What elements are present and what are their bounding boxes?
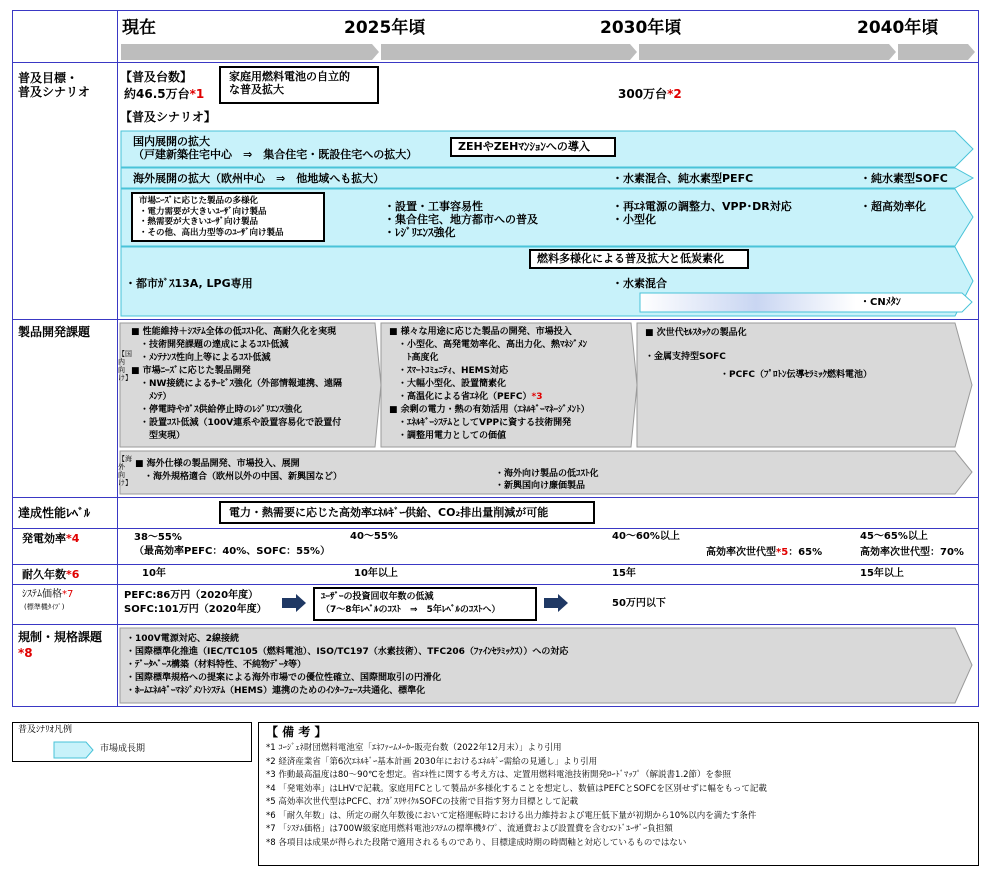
dev-col2b: ■ 余剰の電力・熱の有効活用（ｴﾈﾙｷﾞｰﾏﾈｰｼﾞﾒﾝﾄ） ・ｴﾈﾙｷﾞｰｼｽﾃﾑとしてVPPに資する技術開発 ・調整用電力としての価値 xyxy=(389,405,590,441)
timeline-2040: 2040年頃 xyxy=(857,18,939,38)
dev-overseas-tag: 【海外向け】 xyxy=(118,455,132,487)
timeline-now: 現在 xyxy=(122,18,156,38)
fuel-2030: ・水素混合 xyxy=(612,277,667,290)
units-now-value: 約46.5万台 xyxy=(124,87,190,101)
price-now: PEFC:86万円（2020年度） SOFC:101万円（2020年度） xyxy=(124,590,267,615)
zeh-box: ZEHやZEHﾏﾝｼｮﾝへの導入 xyxy=(450,137,616,157)
units-2030-value: 300万台 xyxy=(618,87,668,101)
fuel-box: 燃料多様化による普及拡大と低炭素化 xyxy=(529,249,749,269)
goal-box: 家庭用燃料電池の自立的 な普及拡大 xyxy=(219,66,379,104)
row-label-reg: 規制・規格課題 xyxy=(18,630,103,644)
overseas-text: 海外展開の拡大（欧州中心 ⇒ 他地域へも拡大） xyxy=(133,172,385,185)
row-label-perf: 達成性能ﾚﾍﾞﾙ xyxy=(18,506,91,520)
dur-2025: 10年以上 xyxy=(354,568,398,579)
dur-2040: 15年以上 xyxy=(860,568,904,579)
price-2030: 50万円以下 xyxy=(612,598,666,609)
reg-text: ・100V電源対応、2線接続 ・国際標準化推進（IEC/TC105（燃料電池）、ISO/TC197（水素技術）、TFC206（ﾌｧｲﾝｾﾗﾐｯｸｽ））への対応 ・ﾃﾞｰﾀﾍﾞｰｽ構築（材料特性、不純物ﾃﾞｰﾀ等） ・国際標準規格への提案による海外市場での優位性確立、国際間取引の円滑化 ・ﾎｰﾑｴﾈﾙｷﾞｰﾏﾈｼﾞﾒﾝﾄｼｽﾃﾑ（HEMS）連携のためのｲﾝﾀｰﾌｪｰｽ共通化、標準化 xyxy=(126,634,569,696)
eff-now: 38～55% （最高効率PEFC：40%、SOFC：55%） xyxy=(134,532,331,557)
eff-2030b-label: 高効率次世代型 xyxy=(706,547,776,558)
dev-col3c: ・PCFC（ﾌﾟﾛﾄﾝ伝導ｾﾗﾐｯｸ燃料電池） xyxy=(720,370,872,380)
needs-box: 市場ﾆｰｽﾞに応じた製品の多様化 ・電力需要が大きいﾕｰｻﾞ向け製品 ・熱需要が大きいﾕｰｻﾞ向け製品 ・その他、高出力型等のﾕｰｻﾞ向け製品 xyxy=(131,192,325,242)
dur-2030: 15年 xyxy=(612,568,636,579)
price-label: ｼｽﾃﾑ価格 xyxy=(22,589,62,600)
eff-label: 発電効率 xyxy=(22,532,66,545)
row-label-dev: 製品開発課題 xyxy=(18,325,91,339)
timeline-2025: 2025年頃 xyxy=(344,18,426,38)
eff-note: *4 xyxy=(66,532,80,545)
perf-box: 電力・熱需要に応じた高効率ｴﾈﾙｷﾞｰ供給、CO₂排出量削減が可能 xyxy=(219,501,595,524)
overseas-2040: ・純水素型SOFC xyxy=(860,172,948,185)
legend-item: 市場成長期 xyxy=(100,744,146,754)
units-now-note: *1 xyxy=(189,87,205,101)
dev-col3b: ・金属支持型SOFC xyxy=(645,352,726,362)
overseas-2030: ・水素混合、純水素型PEFC xyxy=(612,172,754,185)
eff-2030b-note: *5 xyxy=(776,547,789,558)
needs-2040: ・超高効率化 xyxy=(860,200,926,213)
units-label: 【普及台数】 xyxy=(120,70,193,84)
remarks-title: 【 備 考 】 xyxy=(266,725,327,739)
dev-overseas-1: ■ 海外仕様の製品開発、市場投入、展開 ・海外規格適合（欧州以外の中国、新興国など） xyxy=(135,459,343,482)
dev-col2-text: ■ 様々な用途に応じた製品の開発、市場投入 ・小型化、高発電効率化、高出力化、熱ﾏﾈｼﾞﾒﾝ ﾄ高度化 ・ｽﾏｰﾄｺﾐｭﾆﾃｨ、HEMS対応 ・大幅小型化、設置簡素化 ・高温化による省ｴﾈ化（PEFC） xyxy=(389,327,588,402)
dev-col2-note: *3 xyxy=(531,392,543,402)
domestic-text: 国内展開の拡大 （戸建新築住宅中心 ⇒ 集合住宅・既設住宅への拡大） xyxy=(133,135,418,161)
remarks-lines: *1 ｺｰｼﾞｪﾈ財団燃料電池室「ｴﾈﾌｧｰﾑﾒｰｶｰ販売台数（2022年12月末）」より引用 *2 経済産業省「第6次ｴﾈﾙｷﾞｰ基本計画 2030年におけるｴﾈﾙｷﾞｰ需給の見通し」より引用 *3 作動最高温度は80～90℃を想定。省ｴﾈ性に関する考え方は、定置用燃料電池技術開発ﾛｰﾄﾞﾏｯﾌﾟ（解説書1.2節）を参照 *4 「発電効率」はLHVで記載。家庭用FCとして製品が多様化することを想定し、数値はPEFCとSOFCを区別せずに幅をもって記載 *5 高効率次世代型はPCFC、ｵﾌｶﾞｽﾘｻｲｸﾙSOFCの技術で目指す努力目標として記載 *6 「耐久年数」は、所定の耐久年数後において定格運転時における出力維持および電圧低下量が初期から10%以内を満たす条件 *7 「ｼｽﾃﾑ価格」は700W級家庭用燃料電池ｼｽﾃﾑの標準機ﾀｲﾌﾟ、流通費および設置費を含むｴﾝﾄﾞﾕｰｻﾞｰ負担額 *8 各項目は成果が得られた段階で適用されるものであり、目標達成時期の時間軸と対応しているものではない xyxy=(266,743,767,848)
eff-2040: 45～65%以上 xyxy=(860,531,928,542)
row-label-target: 普及目標・ 普及シナリオ xyxy=(18,71,90,99)
dur-now: 10年 xyxy=(142,568,166,579)
price-note: *7 xyxy=(62,589,74,600)
dev-col1: ■ 性能維持＋ｼｽﾃﾑ全体の低ｺｽﾄ化、高耐久化を実現 ・技術開発課題の達成によるｺｽﾄ低減 ・ﾒﾝﾃﾅﾝｽ性向上等によるｺｽﾄ低減 ■ 市場ﾆｰｽﾞに応じた製品開発 ・NW接続によるｻｰﾋﾞｽ強化（外部情報連携、遠隔 ﾒﾝﾃ） ・停電時やｶﾞｽ供給停止時のﾚｼﾞﾘｴﾝｽ強化 ・設置ｺｽﾄ低減（100V連系や設置容易化で設置付 型実現） xyxy=(131,327,342,441)
legend-swatch xyxy=(54,742,93,758)
fuel-now: ・都市ｶﾞｽ13A, LPG専用 xyxy=(125,277,253,290)
fuel-cn: ・CNﾒﾀﾝ xyxy=(860,297,901,308)
scenario-label: 【普及シナリオ】 xyxy=(120,110,216,124)
needs-2030: ・再ｴﾈ電源の調整力、VPP･DR対応 ・小型化 xyxy=(612,200,792,226)
units-2030-note: *2 xyxy=(667,87,682,101)
eff-2025: 40～55% xyxy=(350,531,398,542)
legend-title: 普及ｼﾅﾘｵ凡例 xyxy=(18,725,73,735)
eff-2040b: 高効率次世代型：70% xyxy=(860,547,964,558)
eff-2030b-value: ：65% xyxy=(788,547,823,558)
price-box: ﾕｰｻﾞｰの投資回収年数の低減 （7～8年ﾚﾍﾞﾙのｺｽﾄ ⇒ 5年ﾚﾍﾞﾙのｺｽﾄへ） xyxy=(313,587,537,621)
needs-2025: ・設置・工事容易性 ・集合住宅、地方都市への普及 ・ﾚｼﾞﾘｴﾝｽ強化 xyxy=(384,200,538,239)
dev-domestic-tag: 【国内向け】 xyxy=(118,350,132,382)
row-label-reg-note: *8 xyxy=(18,646,33,660)
timeline-2030: 2030年頃 xyxy=(600,18,682,38)
dev-col3a: ■ 次世代ｾﾙｽﾀｯｸの製品化 xyxy=(645,328,747,338)
eff-2030: 40～60%以上 xyxy=(612,531,680,542)
dur-label: 耐久年数 xyxy=(22,568,66,581)
dev-overseas-2: ・海外向け製品の低ｺｽﾄ化 ・新興国向け廉価製品 xyxy=(495,469,599,491)
row-label-price-sub: (標準機ﾀｲﾌﾟ) xyxy=(24,603,65,611)
dur-note: *6 xyxy=(66,568,80,581)
